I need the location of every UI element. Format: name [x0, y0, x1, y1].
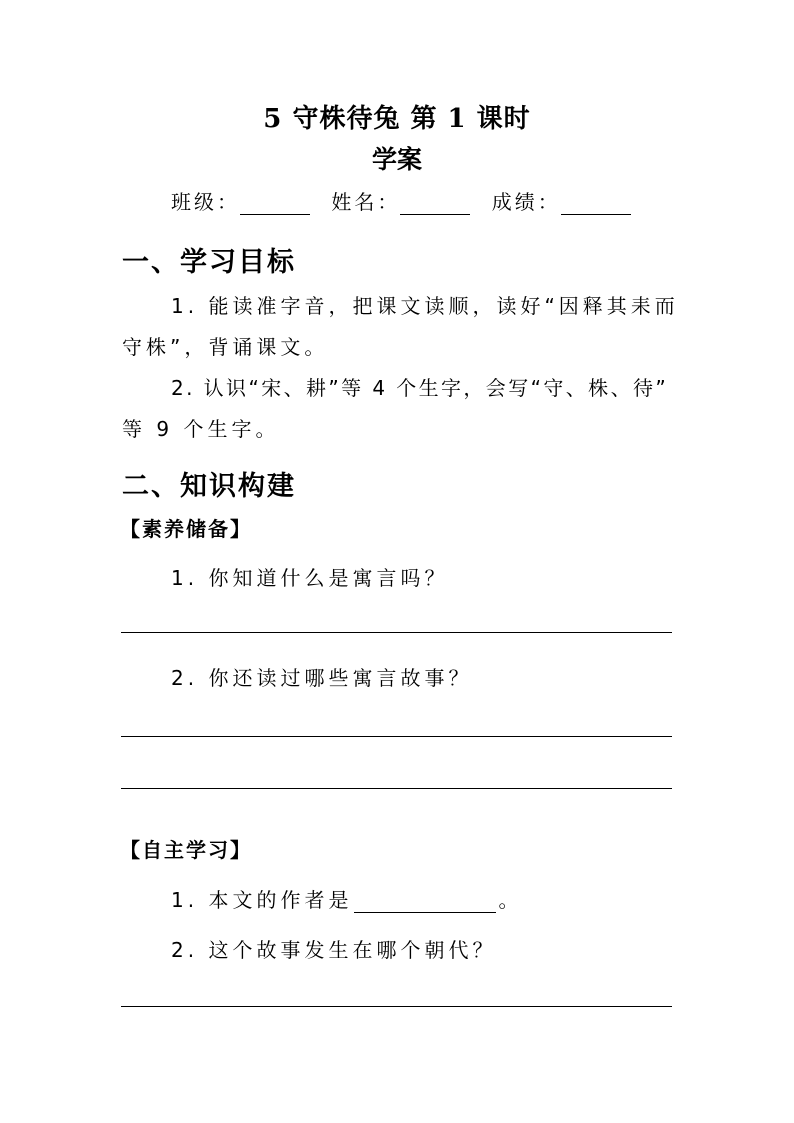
class-label: 班级： [171, 190, 240, 214]
section-heading-goals: 一、学习目标 [122, 247, 296, 278]
question-dynasty: 2. 这个故事发生在哪个朝代？ [171, 938, 497, 962]
name-blank[interactable] [400, 192, 470, 215]
goal-2-line-1: 2. 认识“宋、耕”等 4 个生字，会写“守、株、待” [171, 376, 669, 400]
class-blank[interactable] [240, 192, 310, 215]
goal-1-line-1: 1. 能读准字音，把课文读顺，读好“因释其耒而 [171, 294, 679, 318]
subsection-label-preparation: 【素养储备】 [120, 517, 252, 541]
score-blank[interactable] [561, 192, 631, 215]
student-info-row [171, 186, 643, 215]
name-label: 姓名： [331, 190, 401, 214]
answer-line[interactable] [121, 632, 672, 633]
section-heading-knowledge: 二、知识构建 [122, 471, 296, 502]
author-blank[interactable] [354, 890, 496, 913]
goal-2-line-2: 等 9 个生字。 [122, 417, 280, 441]
page-subtitle: 学案 [371, 145, 422, 174]
goal-1-line-2: 守株”，背诵课文。 [122, 335, 329, 359]
score-label: 成绩： [491, 190, 561, 214]
subsection-label-self-study: 【自主学习】 [120, 838, 252, 862]
page-title: 5 守株待兔 第 1 课时 [263, 104, 531, 134]
question-author-prefix: 1. 本文的作者是 [171, 888, 353, 912]
answer-line[interactable] [121, 1006, 672, 1007]
question-1: 1. 你知道什么是寓言吗？ [171, 566, 449, 590]
answer-line[interactable] [121, 736, 672, 737]
question-2: 2. 你还读过哪些寓言故事？ [171, 666, 473, 690]
answer-line[interactable] [121, 788, 672, 789]
question-author-suffix: 。 [498, 888, 523, 912]
question-author [171, 884, 522, 913]
